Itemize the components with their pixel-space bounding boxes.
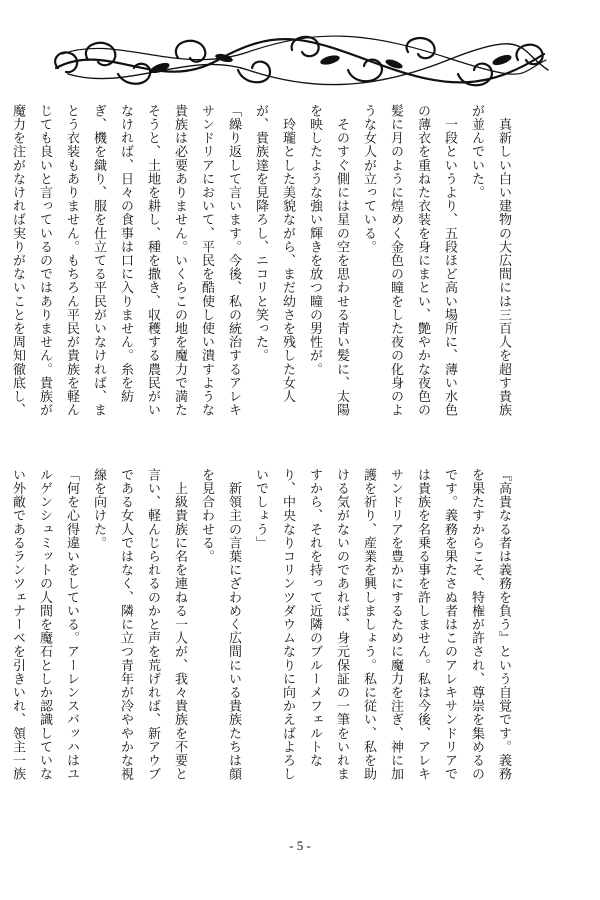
paragraph: 新領主の言葉にざわめく広間にいる貴族たちは顔を見合わせる。 xyxy=(199,468,241,781)
paragraph: 「何を心得違いをしている。アーレンスバッハはユルゲンシュミットの人間を魔石としか認識していない外敵であるランツェナーベを引きいれ、領主一族 xyxy=(10,468,79,781)
paragraph: 真新しい白い建物の大広間には三百人を超す貴族が並んでいた。 xyxy=(469,104,511,417)
body-text-lower xyxy=(10,468,544,793)
body-text-upper xyxy=(10,104,544,429)
paragraph: 玲瓏とした美貌ながら、まだ幼さを残した女人が、貴族達を見降ろし、ニコリと笑った。 xyxy=(253,104,295,404)
flourish-ornament-icon xyxy=(48,30,552,96)
page-number: - 5 - xyxy=(289,838,311,853)
paragraph: 上級貴族に名を連ねる一人が、我々貴族を不要と言い、軽んじられるのかと声を荒げれば、新アウブである女人ではなく、隣に立つ青年が冷ややかな視線を向けた。 xyxy=(91,468,187,781)
paragraph: そのすぐ側には星の空を思わせる青い髪に、太陽を映したような強い輝きを放つ瞳の男性が。 xyxy=(307,104,349,417)
paragraph: 一段というより、五段ほど高い場所に、薄い水色の薄衣を重ねた衣装を身にまとい、艶やかな夜色の髪に月のように煌めく金色の瞳をした夜の化身のような女人が立っている。 xyxy=(361,104,457,417)
paragraph: 「繰り返して言います。今後、私の統治するアレキサンドリアにおいて、平民を酷使し使い潰すような貴族は必要ありません。いくらこの地を魔力で満たそうと、土地を耕し、種を撒き、収穫する農民がいなければ、日々の食事は口に入りません。糸を紡ぎ、機を織り、服を仕立てる平民がいなければ、まとう衣装もありません。もちろん平民が貴族を軽んじても良いと言っているのではありません。貴族が魔力を注がなければ実りがないことを周知徹底し、 xyxy=(10,104,241,417)
paragraph: 『高貴なる者は義務を負う』という自覚です。義務を果たすからこそ、特権が許され、尊崇を集めるのです。義務を果たさぬ者はこのアレキサンドリアでは貴族を名乗る事を許しません。私は今後、アレキサンドリアを豊かにするために魔力を注ぎ、神に加護を祈り、産業を興しましょう。私に従い、私を助ける気がないのであれば、身元保証の一筆をいれますから、それを持って近隣のブルーメフェルトなり、中央なりコリンツダウムなりに向かえばよろしいでしょう」 xyxy=(253,468,511,781)
